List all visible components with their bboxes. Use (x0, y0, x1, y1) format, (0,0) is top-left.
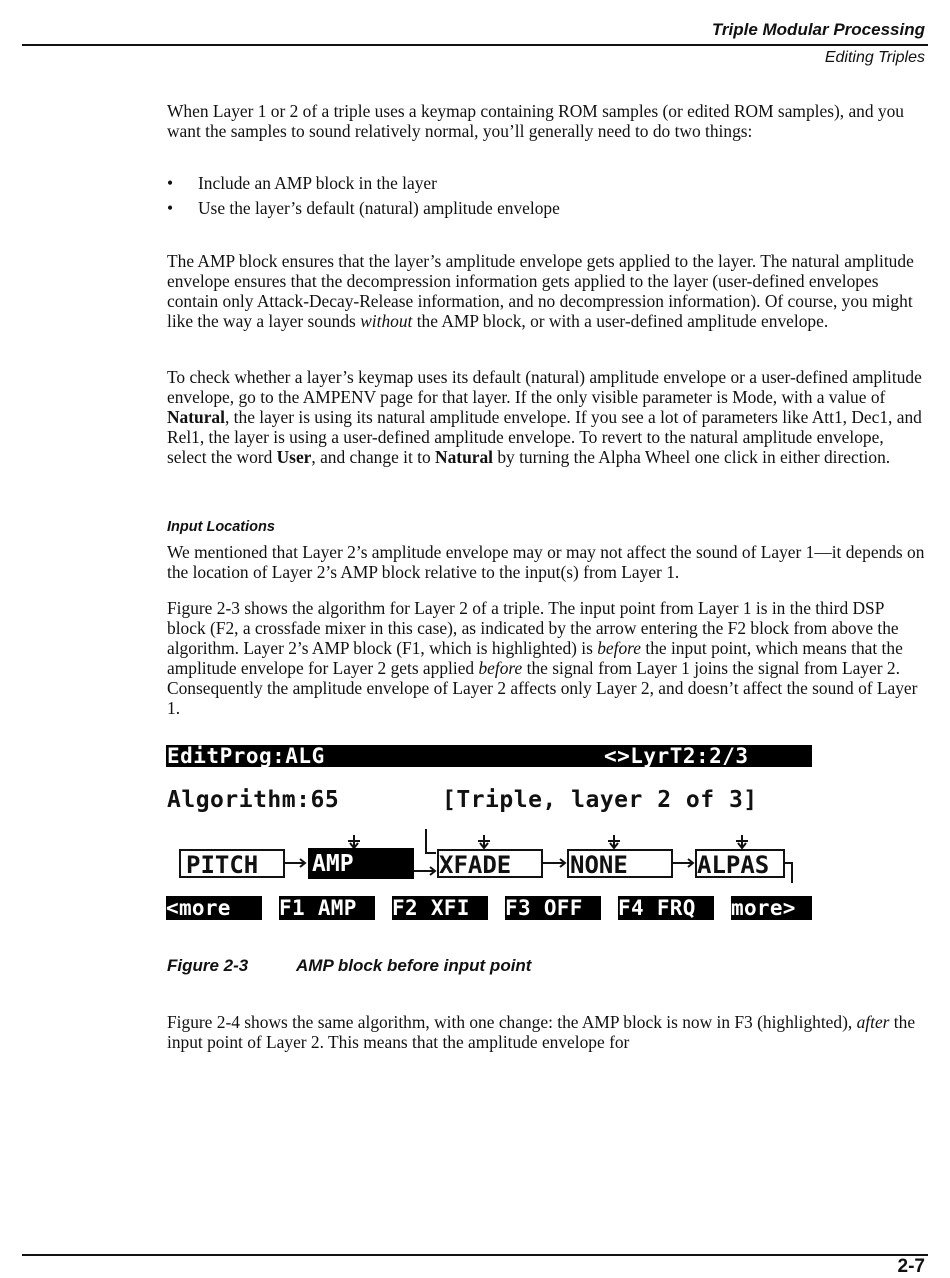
bold-text: Natural (167, 407, 225, 427)
input-arrow-icon (608, 835, 620, 848)
input-arrow-icon (736, 835, 748, 848)
figure-2-4-paragraph (167, 1012, 925, 1052)
lcd-algorithm-label: Algorithm:65 (167, 787, 340, 813)
block-label: ALPAS (697, 851, 770, 879)
output-line (784, 863, 792, 883)
bullet-text: Use the layer’s default (natural) amplitude envelope (198, 198, 560, 218)
figure-number: Figure 2-3 (167, 956, 249, 975)
lcd-layer-indicator: <>LyrT2:2/3 (604, 744, 749, 768)
layer-input-line (426, 829, 436, 853)
connector-arrow-icon (542, 859, 565, 867)
text-run: the input point, which means that the amplitude envelope for Layer 2 gets applied (167, 638, 903, 678)
lcd-page-name: EditProg:ALG (167, 744, 325, 768)
footer-rule (22, 1254, 928, 1256)
bullet-list (167, 171, 907, 221)
text-run: Figure 2-3 shows the algorithm for Layer 2 of a triple. The input point from Layer 1 is in the third DSP block (F2, a crossfade mixer in this case), as indicated by the arrow entering the F2 block from above the algorithm. Layer 2’s AMP block (F1, which is highlighted) is (167, 598, 899, 658)
input-locations-paragraph (167, 542, 925, 582)
input-arrow-icon (478, 835, 490, 848)
header-rule (22, 44, 928, 46)
figure-description-paragraph (167, 598, 925, 718)
text-run: We mentioned that Layer 2’s amplitude envelope may or may not affect the sound of Layer 1—it depends on the location of Layer 2’s AMP block relative to the input(s) from Layer 1. (167, 542, 925, 582)
emphasis-text: before (478, 658, 523, 678)
block-label: PITCH (186, 851, 259, 879)
block-label: XFADE (439, 851, 512, 879)
connector-arrow-icon (414, 867, 435, 875)
emphasis-text: without (360, 311, 413, 331)
text-run: , and change it to (311, 447, 436, 467)
list-item (167, 196, 907, 221)
input-arrow-icon (348, 835, 360, 848)
page-number: 2-7 (897, 1256, 925, 1277)
text-run: The AMP block ensures that the layer’s amplitude envelope gets applied to the layer. The natural amplitude envelope ensures that the decompression information gets applied to the layer (user-defined envelopes contain only Attack-Decay-Release information, and no decompression information). Of course, you might like the way a layer sounds (167, 251, 914, 331)
block-label: AMP (312, 851, 354, 877)
softkey-f3-off[interactable]: F3 OFF (505, 896, 601, 920)
bullet-icon: • (167, 173, 174, 193)
connector-arrow-icon (672, 859, 693, 867)
section-heading: Input Locations (167, 519, 275, 535)
algorithm-diagram (166, 825, 814, 885)
lcd-algorithm-description: [Triple, layer 2 of 3] (442, 787, 758, 813)
check-envelope-paragraph (167, 367, 925, 467)
softkey-more-right[interactable]: more> (731, 896, 812, 920)
emphasis-text: after (856, 1012, 890, 1032)
header-subtitle: Editing Triples (824, 49, 925, 66)
intro-text: When Layer 1 or 2 of a triple uses a keymap containing ROM samples (or edited ROM samples), and you want the samples to sound relatively normal, you’ll generally need to do two things: (167, 101, 904, 141)
softkey-f4-frq[interactable]: F4 FRQ (618, 896, 714, 920)
text-run: the input point of Layer 2. This means that the amplitude envelope for (167, 1012, 916, 1052)
text-run: , the layer is using its natural amplitude envelope. If you see a lot of parameters like Att1, Dec1, and Rel1, the layer is using a user-defined amplitude envelope. To revert to the natural amplitude envelope, select the word (167, 407, 922, 467)
text-run: To check whether a layer’s keymap uses its default (natural) amplitude envelope or a user-defined amplitude envelope, go to the AMPENV page for that layer. If the only visible parameter is Mode, with a value of (167, 367, 922, 407)
intro-paragraph (167, 101, 925, 141)
bold-text: User (276, 447, 312, 467)
bullet-text: Include an AMP block in the layer (198, 173, 437, 193)
text-run: the signal from Layer 1 joins the signal from Layer 2. Consequently the amplitude envelope of Layer 2 affects only Layer 2, and doesn’t affect the sound of Layer 1. (167, 658, 918, 718)
bold-text: Natural (435, 447, 493, 467)
list-item (167, 171, 907, 196)
lcd-title-bar (166, 745, 812, 767)
emphasis-text: before (597, 638, 642, 658)
connector-arrow-icon (284, 859, 305, 867)
header-title: Triple Modular Processing (711, 20, 925, 39)
lcd-softkey-row (166, 896, 814, 920)
softkey-more-left[interactable]: <more (166, 896, 262, 920)
figure-title: AMP block before input point (296, 956, 532, 975)
softkey-f1-amp[interactable]: F1 AMP (279, 896, 375, 920)
lcd-screen-figure (166, 745, 814, 921)
text-run: Figure 2-4 shows the same algorithm, with one change: the AMP block is now in F3 (highlighted), (167, 1012, 857, 1032)
amp-block-paragraph (167, 251, 925, 331)
bullet-icon: • (167, 198, 174, 218)
text-run: by turning the Alpha Wheel one click in either direction. (493, 447, 891, 467)
text-run: the AMP block, or with a user-defined amplitude envelope. (412, 311, 829, 331)
softkey-f2-xfi[interactable]: F2 XFI (392, 896, 488, 920)
block-label: NONE (570, 851, 628, 879)
